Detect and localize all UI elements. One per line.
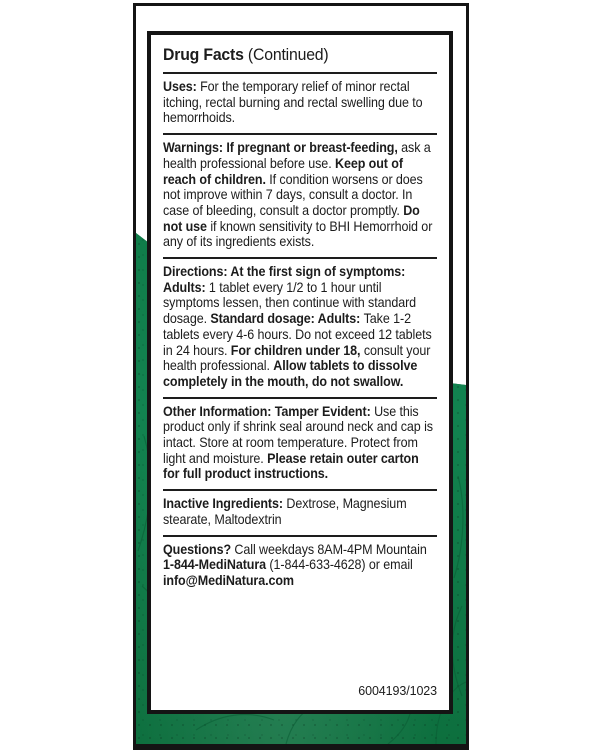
text-run: Uses: — [163, 78, 201, 94]
sections — [163, 74, 437, 596]
text-run: consult your health professional. — [163, 341, 431, 374]
text-run: Call weekdays 8AM-4PM Mountain — [234, 540, 427, 557]
drug-facts-title-continued: (Continued) — [243, 45, 329, 64]
text-run: info@MediNatura.com — [163, 571, 294, 588]
text-run: For the temporary relief of minor rectal itching, rectal burning and rectal swelling due to hemorrhoids. — [163, 78, 423, 126]
bottom-spacer — [163, 596, 437, 684]
text-run: If condition worsens or does not improve within 7 days, consult a doctor. In case of bleeding, consult a doctor promptly. — [163, 170, 423, 218]
section-text — [163, 140, 437, 250]
text-run: Use this product only if shrink seal around neck and cap is intact. Store at room temperature. Protect from light and moisture. — [163, 402, 433, 466]
text-run: Do not use — [163, 201, 420, 234]
text-run: Questions? — [163, 540, 235, 557]
text-run: 1-844-MediNatura — [163, 556, 270, 573]
section-uses — [163, 74, 437, 133]
drug-facts-title — [163, 39, 442, 72]
text-run: Please retain outer carton for full product instructions. — [163, 449, 419, 482]
text-run: 1 tablet every 1/2 to 1 hour until symptoms lessen, then continue with standard dosage. — [163, 278, 417, 327]
text-run: ask a health professional before use. — [163, 139, 431, 171]
section-text — [163, 542, 437, 589]
text-run: Standard dosage: Adults: — [210, 310, 364, 327]
section-text — [163, 496, 437, 527]
text-run: if known sensitivity to BHI Hemorrhoid or any of its ingredients exists. — [163, 217, 433, 250]
text-run: Warnings: If pregnant or breast-feeding, — [163, 139, 402, 156]
section-other-information — [163, 399, 437, 490]
text-run: Dextrose, Magnesium stearate, Maltodextrin — [163, 495, 407, 527]
text-run: Inactive Ingredients: — [163, 495, 287, 512]
text-run: Other Information: Tamper Evident: — [163, 402, 375, 419]
text-run: Keep out of reach of children. — [163, 154, 403, 187]
text-run: (1-844-633-4628) or email — [269, 556, 413, 573]
drug-facts-title-bold: Drug Facts — [163, 45, 244, 64]
product-code: 6004193/1023 — [358, 684, 437, 698]
text-run: Allow tablets to dissolve completely in the mouth, do not swallow. — [163, 357, 418, 389]
text-run: For children under 18, — [230, 341, 364, 358]
section-questions — [163, 537, 437, 596]
section-warnings — [163, 135, 437, 257]
section-text — [163, 79, 437, 126]
section-directions — [163, 259, 437, 397]
section-text — [163, 264, 437, 390]
section-text — [163, 404, 437, 483]
drug-facts-panel — [147, 31, 453, 714]
text-run: Directions: At the first sign of symptoms: Adults: — [163, 263, 406, 295]
text-run: Take 1-2 tablets every 4-6 hours. Do not exceed 12 tablets in 24 hours. — [163, 310, 432, 358]
section-inactive-ingredients — [163, 491, 437, 534]
